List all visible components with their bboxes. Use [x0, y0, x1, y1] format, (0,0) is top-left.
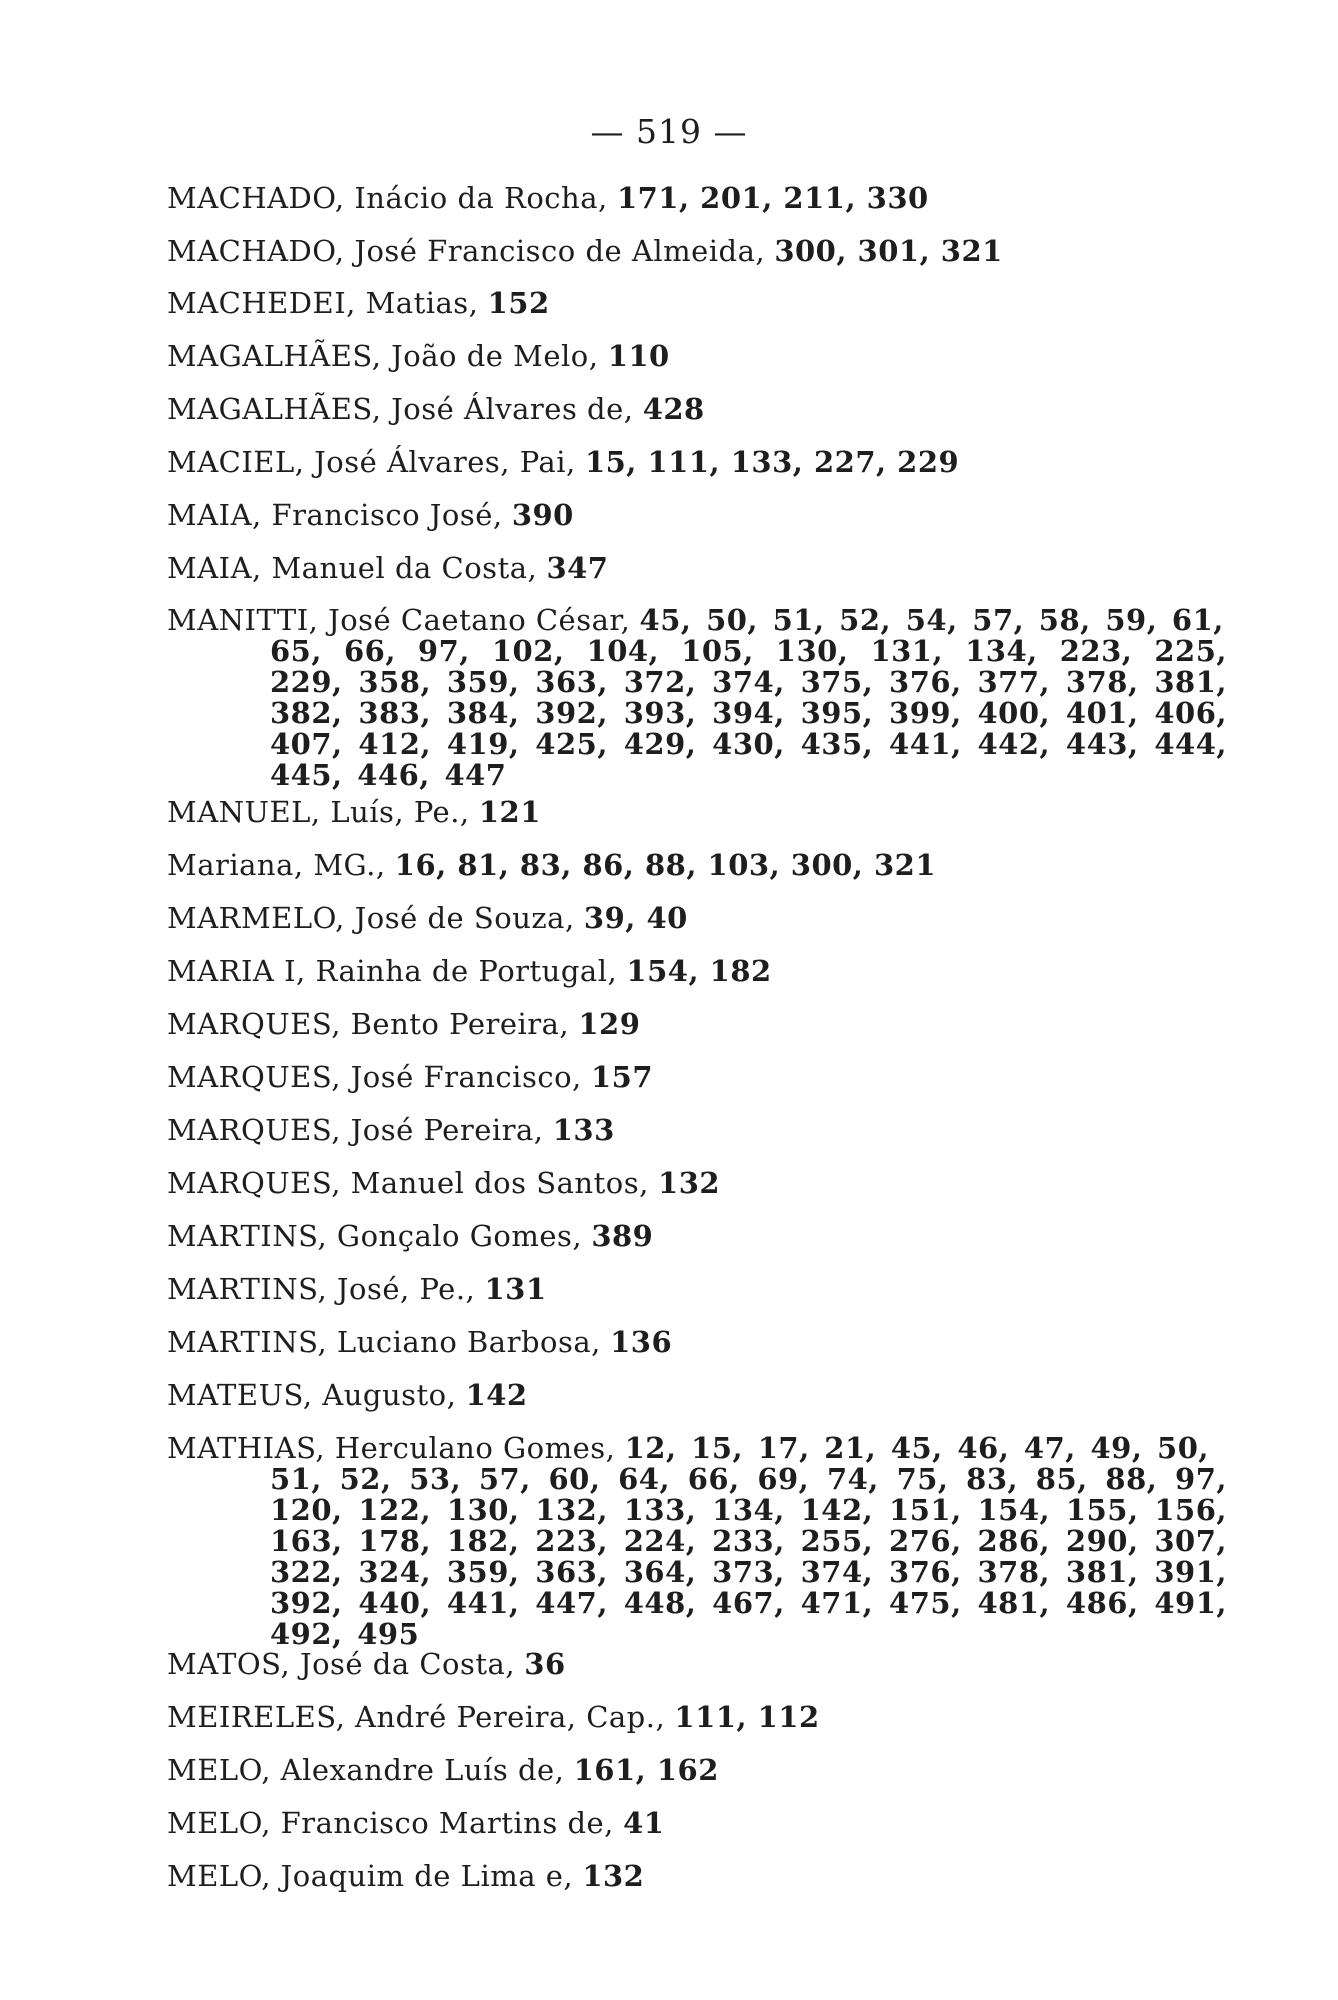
entry-pages: 131	[484, 1272, 547, 1306]
entry-pages: 154, 182	[626, 954, 772, 988]
entry-pages-continued: 65, 66, 97, 102, 104, 105, 130, 131, 134, 223, 225, 229, 358, 359, 363, 372, 374, 375, 376, 377, 378, 381, 382, 383, 384, 392, 393, 394, 395, 399, 400, 401, 406, 407, 412, 419, 425, 429, 430, 435, 441, 442, 443, 444, 445, 446, 447	[270, 634, 1227, 792]
entry-pages: 142	[465, 1378, 528, 1412]
entry-name: MARTINS, José, Pe.,	[167, 1272, 476, 1306]
entry-name: MARTINS, Gonçalo Gomes,	[167, 1219, 583, 1253]
index-entry	[167, 1649, 1227, 1680]
index-entry	[167, 903, 1227, 934]
entry-name: MARQUES, José Francisco,	[167, 1060, 582, 1094]
index-entry	[167, 850, 1227, 881]
entry-name: MACIEL, José Álvares, Pai,	[167, 445, 576, 479]
index-entry	[167, 956, 1227, 987]
entry-pages: 152	[487, 286, 550, 320]
entry-pages: 300, 301, 321	[774, 234, 1003, 268]
entry-name: MACHEDEI, Matias,	[167, 286, 479, 320]
entry-pages: 132	[582, 1859, 645, 1893]
index-entry	[167, 797, 1227, 828]
entry-pages: 428	[642, 392, 705, 426]
index-entry	[167, 1168, 1227, 1199]
index-entry	[167, 500, 1227, 531]
entry-name: MACHADO, José Francisco de Almeida,	[167, 234, 766, 268]
entry-name: MELO, Alexandre Luís de,	[167, 1753, 565, 1787]
entry-name: MARQUES, Manuel dos Santos,	[167, 1166, 649, 1200]
entry-pages: 110	[607, 339, 670, 373]
entry-name: MATOS, José da Costa,	[167, 1647, 516, 1681]
index-entry	[167, 447, 1227, 478]
entry-pages: 111, 112	[674, 1700, 820, 1734]
index-entry	[167, 236, 1227, 267]
index-entry	[167, 1274, 1227, 1305]
index-entry	[167, 1062, 1227, 1093]
entry-pages: 36	[524, 1647, 566, 1681]
entry-pages: 12, 15, 17, 21, 45, 46, 47, 49, 50,	[624, 1431, 1209, 1465]
index-entry	[167, 288, 1227, 319]
entry-pages: 15, 111, 133, 227, 229	[584, 445, 960, 479]
index-entry	[167, 1327, 1227, 1358]
entry-name: MATHIAS, Herculano Gomes,	[167, 1431, 616, 1465]
entry-name: MARIA I, Rainha de Portugal,	[167, 954, 618, 988]
index-entry	[167, 1702, 1227, 1733]
index-entry	[167, 1433, 1227, 1650]
entry-pages: 129	[578, 1007, 641, 1041]
index-entry	[167, 183, 1227, 214]
entry-name: MAIA, Manuel da Costa,	[167, 551, 538, 585]
entry-pages: 133	[552, 1113, 615, 1147]
entry-pages: 16, 81, 83, 86, 88, 103, 300, 321	[394, 848, 937, 882]
entry-pages: 41	[623, 1806, 665, 1840]
entry-name: MARQUES, Bento Pereira,	[167, 1007, 570, 1041]
page-number: — 519 —	[590, 112, 748, 151]
index-entry	[167, 1808, 1227, 1839]
entry-pages: 347	[546, 551, 609, 585]
entry-name: MEIRELES, André Pereira, Cap.,	[167, 1700, 666, 1734]
entry-pages: 121	[478, 795, 541, 829]
entry-pages-continued: 51, 52, 53, 57, 60, 64, 66, 69, 74, 75, 83, 85, 88, 97, 120, 122, 130, 132, 133, 134, 142, 151, 154, 155, 156, 163, 178, 182, 223, 224, 233, 255, 276, 286, 290, 307, 322, 324, 359, 363, 364, 373, 374, 376, 378, 381, 391, 392, 440, 441, 447, 448, 467, 471, 475, 481, 486, 491, 492, 495	[270, 1462, 1227, 1651]
index-entry	[167, 341, 1227, 372]
index-entry	[167, 1221, 1227, 1252]
entry-pages: 136	[610, 1325, 673, 1359]
entry-pages: 390	[511, 498, 574, 532]
entry-pages: 157	[590, 1060, 654, 1094]
entry-pages: 132	[658, 1166, 721, 1200]
entry-name: MANUEL, Luís, Pe.,	[167, 795, 470, 829]
entry-name: Mariana, MG.,	[167, 848, 386, 882]
entry-pages: 39, 40	[583, 901, 688, 935]
index-entry	[167, 1009, 1227, 1040]
entry-pages: 161, 162	[573, 1753, 719, 1787]
index-entry	[167, 1115, 1227, 1146]
entry-name: MAGALHÃES, João de Melo,	[167, 339, 599, 373]
index-entry	[167, 1380, 1227, 1411]
index-entry	[167, 553, 1227, 584]
entry-name: MAGALHÃES, José Álvares de,	[167, 392, 634, 426]
index-entry	[167, 1755, 1227, 1786]
entry-name: MARMELO, José de Souza,	[167, 901, 575, 935]
entry-pages: 171, 201, 211, 330	[616, 181, 929, 215]
index-entry	[167, 1861, 1227, 1892]
entry-name: MATEUS, Augusto,	[167, 1378, 457, 1412]
index-entry	[167, 605, 1227, 791]
entry-pages: 389	[591, 1219, 654, 1253]
entry-name: MACHADO, Inácio da Rocha,	[167, 181, 608, 215]
entry-name: MELO, Joaquim de Lima e,	[167, 1859, 574, 1893]
entry-name: MAIA, Francisco José,	[167, 498, 503, 532]
index-entry	[167, 394, 1227, 425]
entry-name: MARQUES, José Pereira,	[167, 1113, 544, 1147]
entry-name: MANITTI, José Caetano César,	[167, 603, 631, 637]
entry-name: MELO, Francisco Martins de,	[167, 1806, 614, 1840]
entry-pages: 45, 50, 51, 52, 54, 57, 58, 59, 61,	[639, 603, 1224, 637]
entry-name: MARTINS, Luciano Barbosa,	[167, 1325, 601, 1359]
